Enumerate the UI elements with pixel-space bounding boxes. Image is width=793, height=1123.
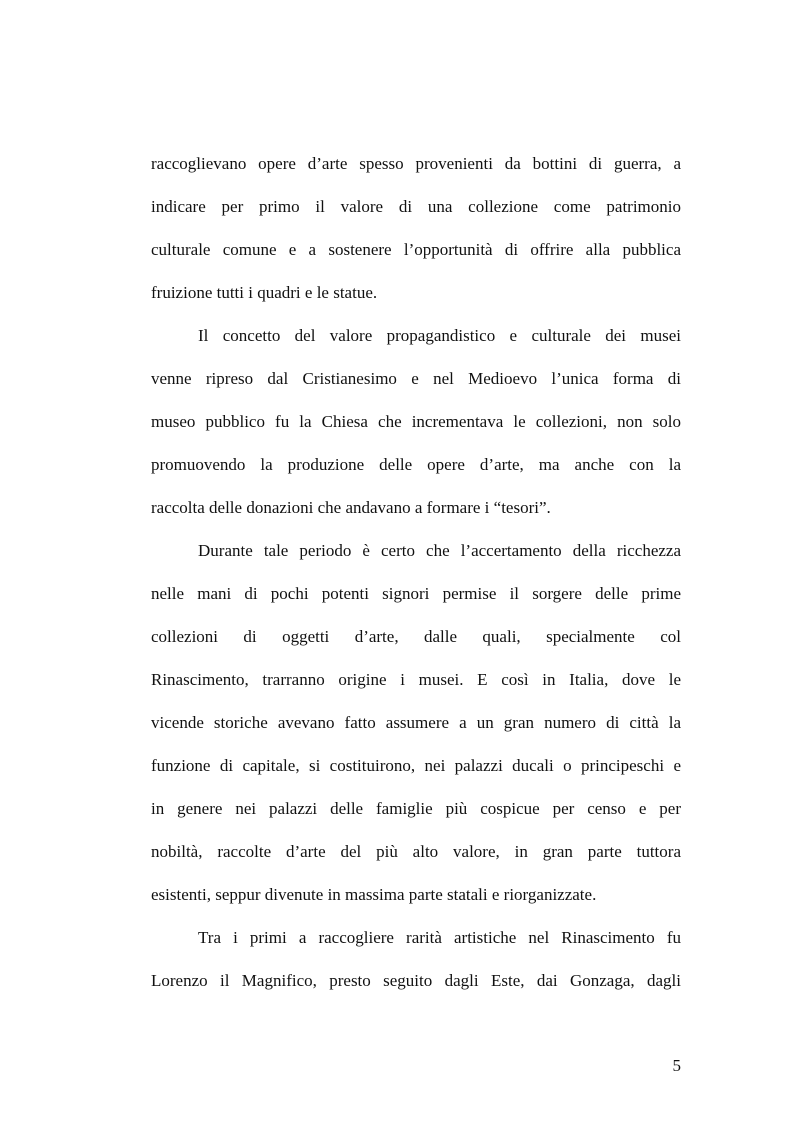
text-line: nelle mani di pochi potenti signori permise il sorgere delle prime xyxy=(151,584,681,603)
text-line: promuovendo la produzione delle opere d’arte, ma anche con la xyxy=(151,455,681,474)
text-line: museo pubblico fu la Chiesa che incrementava le collezioni, non solo xyxy=(151,412,681,431)
text-line: vicende storiche avevano fatto assumere a un gran numero di città la xyxy=(151,713,681,732)
text-line: venne ripreso dal Cristianesimo e nel Medioevo l’unica forma di xyxy=(151,369,681,388)
paragraph-first-line: Il concetto del valore propagandistico e culturale dei musei xyxy=(198,326,681,345)
text-line: culturale comune e a sostenere l’opportunità di offrire alla pubblica xyxy=(151,240,681,259)
text-line: indicare per primo il valore di una collezione come patrimonio xyxy=(151,197,681,216)
text-line: nobiltà, raccolte d’arte del più alto valore, in gran parte tuttora xyxy=(151,842,681,861)
text-line: Lorenzo il Magnifico, presto seguito dagli Este, dai Gonzaga, dagli xyxy=(151,971,681,990)
text-line: raccoglievano opere d’arte spesso provenienti da bottini di guerra, a xyxy=(151,154,681,173)
text-line: fruizione tutti i quadri e le statue. xyxy=(151,283,378,302)
text-line: in genere nei palazzi delle famiglie più cospicue per censo e per xyxy=(151,799,681,818)
text-line: collezioni di oggetti d’arte, dalle quali, specialmente col xyxy=(151,627,681,646)
paragraph-first-line: Durante tale periodo è certo che l’accertamento della ricchezza xyxy=(198,541,681,560)
text-line: funzione di capitale, si costituirono, nei palazzi ducali o principeschi e xyxy=(151,756,681,775)
paragraph-first-line: Tra i primi a raccogliere rarità artistiche nel Rinascimento fu xyxy=(198,928,681,947)
text-line: raccolta delle donazioni che andavano a formare i “tesori”. xyxy=(151,498,551,517)
text-line: esistenti, seppur divenute in massima parte statali e riorganizzate. xyxy=(151,885,597,904)
text-line: Rinascimento, trarranno origine i musei. E così in Italia, dove le xyxy=(151,670,681,689)
body-text xyxy=(151,150,681,1010)
page-number: 5 xyxy=(672,1056,681,1075)
